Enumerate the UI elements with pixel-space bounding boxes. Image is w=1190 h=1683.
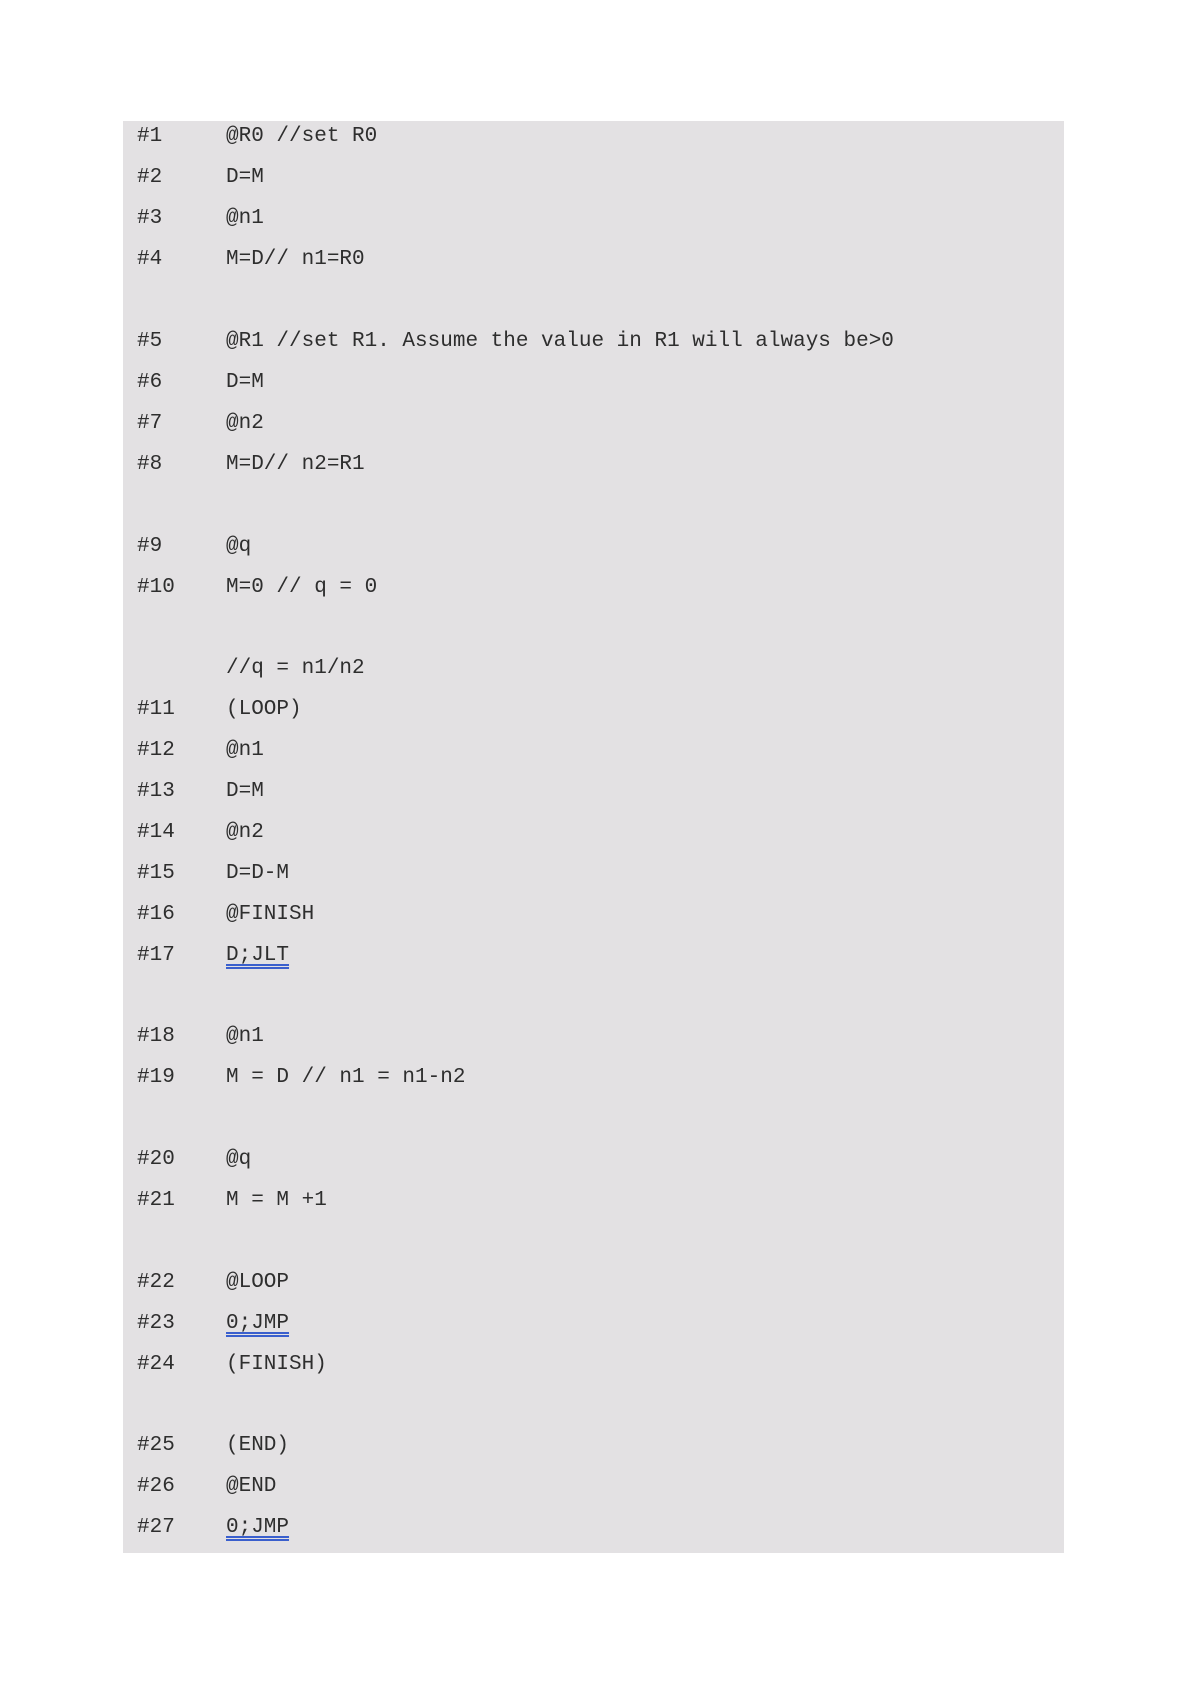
line-number: #9: [137, 535, 163, 558]
line-code: @LOOP: [226, 1271, 290, 1294]
line-code: @n1: [226, 207, 264, 230]
line-number: #16: [137, 903, 175, 926]
code-listing: [123, 121, 1064, 1553]
line-code: @n2: [226, 821, 264, 844]
line-number: #10: [137, 576, 175, 599]
line-number: #4: [137, 248, 163, 271]
line-number: #25: [137, 1434, 175, 1457]
line-code: @FINISH: [226, 903, 315, 926]
line-code: M=D// n2=R1: [226, 453, 365, 476]
line-code: D=M: [226, 371, 264, 394]
line-number: #24: [137, 1353, 175, 1376]
line-code: @n1: [226, 739, 264, 762]
line-number: #5: [137, 330, 163, 353]
line-number: #23: [137, 1312, 175, 1335]
line-number: #27: [137, 1516, 175, 1539]
line-code: //q = n1/n2: [226, 657, 365, 680]
line-code: D=M: [226, 780, 264, 803]
line-number: #20: [137, 1148, 175, 1171]
line-code: 0;JMP: [226, 1312, 290, 1335]
line-number: #12: [137, 739, 175, 762]
line-number: #15: [137, 862, 175, 885]
line-number: #3: [137, 207, 163, 230]
line-number: #6: [137, 371, 163, 394]
line-number: #7: [137, 412, 163, 435]
line-code: D;JLT: [226, 944, 290, 967]
line-code: D=M: [226, 166, 264, 189]
line-number: #17: [137, 944, 175, 967]
line-code: @q: [226, 1148, 252, 1171]
line-code: M = M +1: [226, 1189, 327, 1212]
line-number: #14: [137, 821, 175, 844]
line-code: @R0 //set R0: [226, 125, 378, 148]
line-number: #21: [137, 1189, 175, 1212]
line-code: (LOOP): [226, 698, 302, 721]
line-number: #11: [137, 698, 175, 721]
line-code: @END: [226, 1475, 277, 1498]
line-code: M = D // n1 = n1-n2: [226, 1066, 466, 1089]
line-code: M=D// n1=R0: [226, 248, 365, 271]
line-code: M=0 // q = 0: [226, 576, 378, 599]
line-code: (END): [226, 1434, 290, 1457]
line-code: @n2: [226, 412, 264, 435]
line-number: #18: [137, 1025, 175, 1048]
line-code: (FINISH): [226, 1353, 327, 1376]
line-number: #22: [137, 1271, 175, 1294]
line-number: #1: [137, 125, 163, 148]
line-code: @n1: [226, 1025, 264, 1048]
line-code: @q: [226, 535, 252, 558]
line-number: #13: [137, 780, 175, 803]
line-number: #8: [137, 453, 163, 476]
line-number: #19: [137, 1066, 175, 1089]
line-code: @R1 //set R1. Assume the value in R1 will always be>0: [226, 330, 894, 353]
line-code: D=D-M: [226, 862, 290, 885]
line-number: #26: [137, 1475, 175, 1498]
line-code: 0;JMP: [226, 1516, 290, 1539]
line-number: #2: [137, 166, 163, 189]
